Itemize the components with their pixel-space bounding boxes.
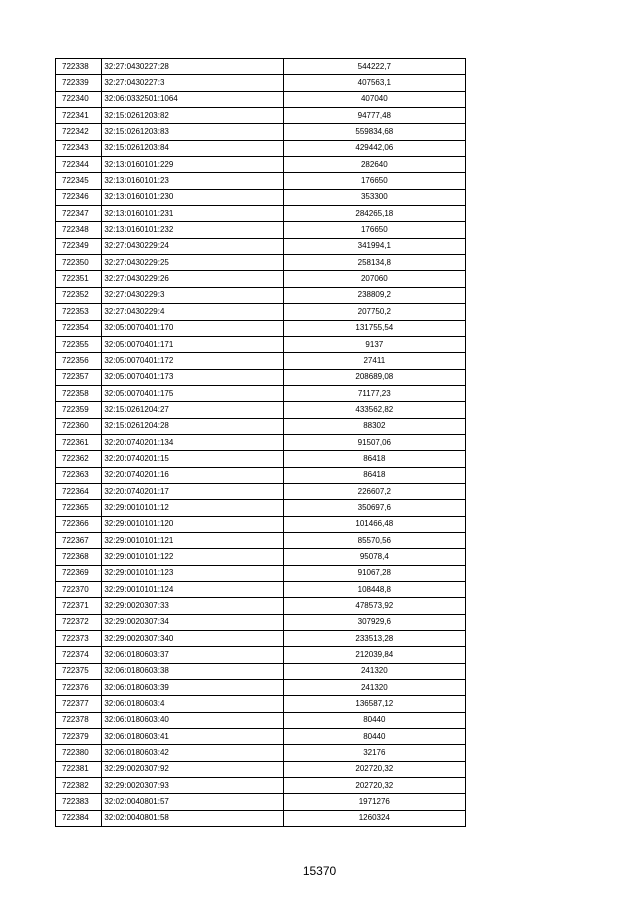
cadastral-value-cell: 353300 xyxy=(283,189,465,205)
cadastral-number-cell: 32:29:0020307:93 xyxy=(102,778,283,794)
row-number-cell: 722371 xyxy=(56,598,102,614)
cadastral-value-cell: 238809,2 xyxy=(283,287,465,303)
cadastral-value-cell: 207750,2 xyxy=(283,304,465,320)
cadastral-number-cell: 32:02:0040801:57 xyxy=(102,794,283,810)
cadastral-number-cell: 32:27:0430227:28 xyxy=(102,59,283,75)
cadastral-number-cell: 32:29:0020307:34 xyxy=(102,614,283,630)
table-row xyxy=(56,598,466,614)
row-number-cell: 722340 xyxy=(56,91,102,107)
cadastral-number-cell: 32:05:0070401:171 xyxy=(102,336,283,352)
cadastral-number-cell: 32:05:0070401:175 xyxy=(102,385,283,401)
cadastral-number-cell: 32:20:0740201:134 xyxy=(102,434,283,450)
table-row xyxy=(56,549,466,565)
row-number-cell: 722377 xyxy=(56,696,102,712)
row-number-cell: 722357 xyxy=(56,369,102,385)
table-row xyxy=(56,353,466,369)
cadastral-value-cell: 86418 xyxy=(283,467,465,483)
cadastral-number-cell: 32:20:0740201:15 xyxy=(102,451,283,467)
row-number-cell: 722346 xyxy=(56,189,102,205)
row-number-cell: 722376 xyxy=(56,680,102,696)
table-row xyxy=(56,810,466,826)
row-number-cell: 722374 xyxy=(56,647,102,663)
row-number-cell: 722365 xyxy=(56,500,102,516)
cadastral-number-cell: 32:15:0261204:27 xyxy=(102,402,283,418)
cadastral-value-cell: 478573,92 xyxy=(283,598,465,614)
table-row xyxy=(56,696,466,712)
cadastral-number-cell: 32:06:0180603:38 xyxy=(102,663,283,679)
cadastral-number-cell: 32:13:0160101:23 xyxy=(102,173,283,189)
table-row xyxy=(56,418,466,434)
cadastral-value-cell: 208689,08 xyxy=(283,369,465,385)
table-row xyxy=(56,500,466,516)
cadastral-number-cell: 32:06:0180603:41 xyxy=(102,729,283,745)
row-number-cell: 722344 xyxy=(56,157,102,173)
cadastral-number-cell: 32:29:0020307:340 xyxy=(102,631,283,647)
table-row xyxy=(56,108,466,124)
cadastral-value-cell: 32176 xyxy=(283,745,465,761)
cadastral-value-cell: 176650 xyxy=(283,173,465,189)
cadastral-value-cell: 282640 xyxy=(283,157,465,173)
row-number-cell: 722348 xyxy=(56,222,102,238)
cadastral-value-cell: 85570,56 xyxy=(283,532,465,548)
table-row xyxy=(56,532,466,548)
cadastral-number-cell: 32:05:0070401:172 xyxy=(102,353,283,369)
table-row xyxy=(56,385,466,401)
cadastral-number-cell: 32:06:0180603:4 xyxy=(102,696,283,712)
cadastral-number-cell: 32:29:0010101:123 xyxy=(102,565,283,581)
table-row xyxy=(56,157,466,173)
cadastral-number-cell: 32:13:0160101:230 xyxy=(102,189,283,205)
table-row xyxy=(56,320,466,336)
cadastral-number-cell: 32:13:0160101:231 xyxy=(102,206,283,222)
cadastral-value-cell: 233513,28 xyxy=(283,631,465,647)
cadastral-number-cell: 32:02:0040801:58 xyxy=(102,810,283,826)
table-row xyxy=(56,255,466,271)
cadastral-value-cell: 226607,2 xyxy=(283,483,465,499)
cadastral-number-cell: 32:06:0332501:1064 xyxy=(102,91,283,107)
cadastral-value-cell: 341994,1 xyxy=(283,238,465,254)
cadastral-value-cell: 131755,54 xyxy=(283,320,465,336)
table-row xyxy=(56,271,466,287)
row-number-cell: 722350 xyxy=(56,255,102,271)
cadastral-number-cell: 32:29:0010101:120 xyxy=(102,516,283,532)
cadastral-value-cell: 207060 xyxy=(283,271,465,287)
cadastral-number-cell: 32:05:0070401:170 xyxy=(102,320,283,336)
cadastral-number-cell: 32:06:0180603:42 xyxy=(102,745,283,761)
cadastral-number-cell: 32:13:0160101:229 xyxy=(102,157,283,173)
table-row xyxy=(56,304,466,320)
row-number-cell: 722382 xyxy=(56,778,102,794)
table-row xyxy=(56,467,466,483)
table-row xyxy=(56,663,466,679)
cadastral-value-cell: 1971276 xyxy=(283,794,465,810)
cadastral-value-cell: 1260324 xyxy=(283,810,465,826)
table-row xyxy=(56,402,466,418)
row-number-cell: 722341 xyxy=(56,108,102,124)
table-row xyxy=(56,794,466,810)
row-number-cell: 722367 xyxy=(56,532,102,548)
table-row xyxy=(56,59,466,75)
cadastral-value-cell: 80440 xyxy=(283,729,465,745)
row-number-cell: 722378 xyxy=(56,712,102,728)
row-number-cell: 722361 xyxy=(56,434,102,450)
table-row xyxy=(56,238,466,254)
cadastral-value-cell: 350697,6 xyxy=(283,500,465,516)
cadastral-value-cell: 88302 xyxy=(283,418,465,434)
cadastral-value-cell: 407040 xyxy=(283,91,465,107)
cadastral-value-table xyxy=(55,58,466,827)
cadastral-value-cell: 284265,18 xyxy=(283,206,465,222)
cadastral-number-cell: 32:29:0010101:122 xyxy=(102,549,283,565)
cadastral-number-cell: 32:27:0430229:25 xyxy=(102,255,283,271)
cadastral-value-cell: 407563,1 xyxy=(283,75,465,91)
table-row xyxy=(56,647,466,663)
row-number-cell: 722364 xyxy=(56,483,102,499)
row-number-cell: 722359 xyxy=(56,402,102,418)
row-number-cell: 722356 xyxy=(56,353,102,369)
row-number-cell: 722373 xyxy=(56,631,102,647)
table-row xyxy=(56,222,466,238)
table-row xyxy=(56,140,466,156)
table-row xyxy=(56,189,466,205)
row-number-cell: 722352 xyxy=(56,287,102,303)
row-number-cell: 722375 xyxy=(56,663,102,679)
cadastral-value-cell: 80440 xyxy=(283,712,465,728)
row-number-cell: 722343 xyxy=(56,140,102,156)
cadastral-value-cell: 258134,8 xyxy=(283,255,465,271)
table-row xyxy=(56,434,466,450)
cadastral-value-cell: 202720,32 xyxy=(283,778,465,794)
table-row xyxy=(56,745,466,761)
row-number-cell: 722379 xyxy=(56,729,102,745)
cadastral-value-cell: 27411 xyxy=(283,353,465,369)
table-row xyxy=(56,729,466,745)
table-row xyxy=(56,516,466,532)
row-number-cell: 722381 xyxy=(56,761,102,777)
table-row xyxy=(56,761,466,777)
page-number: 15370 xyxy=(302,864,337,878)
row-number-cell: 722358 xyxy=(56,385,102,401)
table-row xyxy=(56,173,466,189)
table-row xyxy=(56,680,466,696)
table-body xyxy=(56,59,466,827)
row-number-cell: 722384 xyxy=(56,810,102,826)
cadastral-value-cell: 241320 xyxy=(283,680,465,696)
cadastral-number-cell: 32:29:0020307:33 xyxy=(102,598,283,614)
cadastral-number-cell: 32:06:0180603:39 xyxy=(102,680,283,696)
cadastral-value-cell: 176650 xyxy=(283,222,465,238)
table-row xyxy=(56,206,466,222)
cadastral-value-cell: 101466,48 xyxy=(283,516,465,532)
row-number-cell: 722368 xyxy=(56,549,102,565)
cadastral-value-cell: 71177,23 xyxy=(283,385,465,401)
cadastral-number-cell: 32:06:0180603:40 xyxy=(102,712,283,728)
table-row xyxy=(56,565,466,581)
table-row xyxy=(56,712,466,728)
row-number-cell: 722339 xyxy=(56,75,102,91)
row-number-cell: 722363 xyxy=(56,467,102,483)
cadastral-number-cell: 32:20:0740201:16 xyxy=(102,467,283,483)
cadastral-number-cell: 32:27:0430227:3 xyxy=(102,75,283,91)
row-number-cell: 722366 xyxy=(56,516,102,532)
cadastral-number-cell: 32:13:0160101:232 xyxy=(102,222,283,238)
cadastral-value-cell: 94777,48 xyxy=(283,108,465,124)
cadastral-number-cell: 32:15:0261204:28 xyxy=(102,418,283,434)
row-number-cell: 722347 xyxy=(56,206,102,222)
cadastral-value-cell: 91067,28 xyxy=(283,565,465,581)
table-row xyxy=(56,451,466,467)
table-row xyxy=(56,369,466,385)
cadastral-value-cell: 91507,06 xyxy=(283,434,465,450)
cadastral-number-cell: 32:29:0010101:124 xyxy=(102,582,283,598)
cadastral-value-cell: 9137 xyxy=(283,336,465,352)
cadastral-value-cell: 544222,7 xyxy=(283,59,465,75)
row-number-cell: 722370 xyxy=(56,582,102,598)
table-row xyxy=(56,778,466,794)
cadastral-number-cell: 32:27:0430229:4 xyxy=(102,304,283,320)
cadastral-value-cell: 136587,12 xyxy=(283,696,465,712)
table-row xyxy=(56,336,466,352)
cadastral-number-cell: 32:06:0180603:37 xyxy=(102,647,283,663)
cadastral-value-cell: 433562,82 xyxy=(283,402,465,418)
table-row xyxy=(56,75,466,91)
table-row xyxy=(56,287,466,303)
table-row xyxy=(56,91,466,107)
row-number-cell: 722353 xyxy=(56,304,102,320)
cadastral-value-cell: 108448,8 xyxy=(283,582,465,598)
cadastral-number-cell: 32:27:0430229:26 xyxy=(102,271,283,287)
cadastral-value-cell: 241320 xyxy=(283,663,465,679)
row-number-cell: 722345 xyxy=(56,173,102,189)
cadastral-value-cell: 559834,68 xyxy=(283,124,465,140)
cadastral-number-cell: 32:29:0020307:92 xyxy=(102,761,283,777)
table-row xyxy=(56,124,466,140)
table-row xyxy=(56,582,466,598)
row-number-cell: 722342 xyxy=(56,124,102,140)
row-number-cell: 722362 xyxy=(56,451,102,467)
cadastral-value-cell: 95078,4 xyxy=(283,549,465,565)
cadastral-number-cell: 32:15:0261203:83 xyxy=(102,124,283,140)
cadastral-number-cell: 32:29:0010101:121 xyxy=(102,532,283,548)
cadastral-value-cell: 202720,32 xyxy=(283,761,465,777)
row-number-cell: 722351 xyxy=(56,271,102,287)
cadastral-value-cell: 307929,6 xyxy=(283,614,465,630)
cadastral-number-cell: 32:27:0430229:3 xyxy=(102,287,283,303)
cadastral-value-cell: 86418 xyxy=(283,451,465,467)
cadastral-number-cell: 32:27:0430229:24 xyxy=(102,238,283,254)
cadastral-number-cell: 32:15:0261203:82 xyxy=(102,108,283,124)
row-number-cell: 722380 xyxy=(56,745,102,761)
cadastral-value-cell: 212039,84 xyxy=(283,647,465,663)
cadastral-number-cell: 32:15:0261203:84 xyxy=(102,140,283,156)
row-number-cell: 722360 xyxy=(56,418,102,434)
cadastral-value-cell: 429442,06 xyxy=(283,140,465,156)
cadastral-number-cell: 32:20:0740201:17 xyxy=(102,483,283,499)
table-row xyxy=(56,631,466,647)
row-number-cell: 722338 xyxy=(56,59,102,75)
row-number-cell: 722355 xyxy=(56,336,102,352)
cadastral-number-cell: 32:29:0010101:12 xyxy=(102,500,283,516)
table-row xyxy=(56,483,466,499)
cadastral-number-cell: 32:05:0070401:173 xyxy=(102,369,283,385)
row-number-cell: 722369 xyxy=(56,565,102,581)
table-row xyxy=(56,614,466,630)
row-number-cell: 722372 xyxy=(56,614,102,630)
row-number-cell: 722383 xyxy=(56,794,102,810)
row-number-cell: 722349 xyxy=(56,238,102,254)
row-number-cell: 722354 xyxy=(56,320,102,336)
